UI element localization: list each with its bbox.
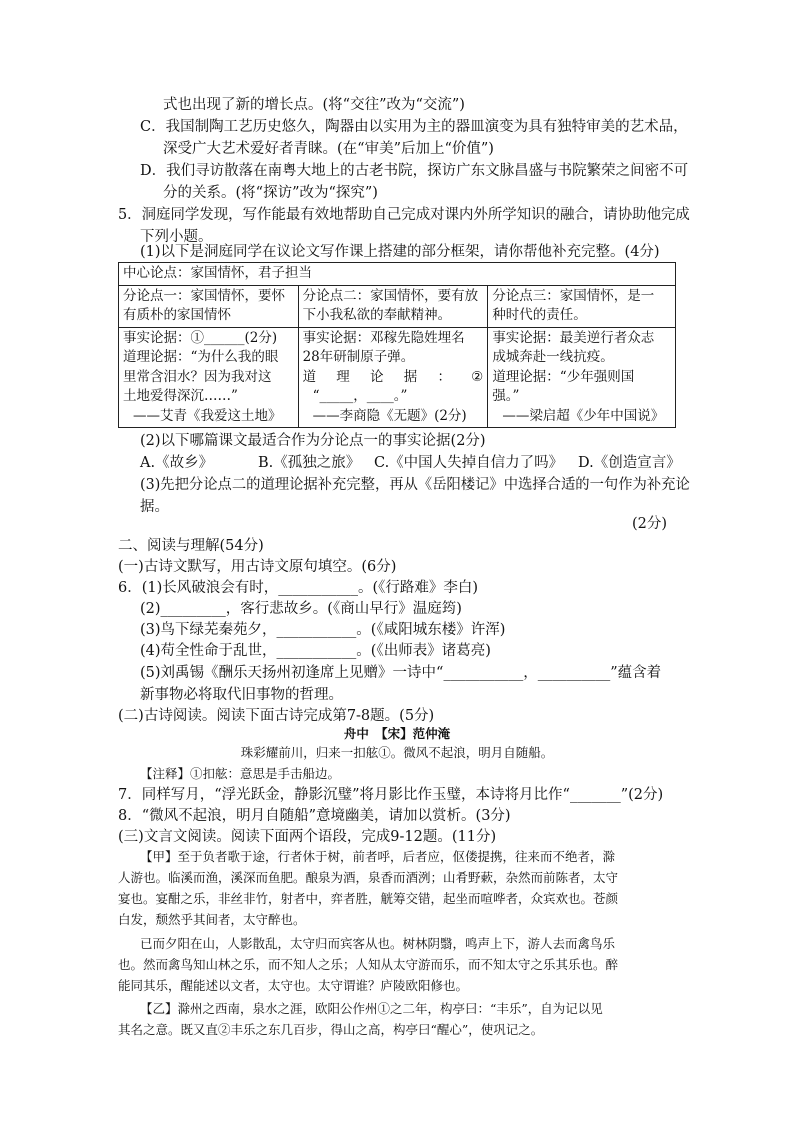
passage-yi-line2: 其名之意。既又直②丰乐之东几百步，得山之高，构亭曰“醒心”，使巩记之。 xyxy=(118,1022,544,1037)
q5-stem-line2: 下列小题。 xyxy=(140,229,213,245)
passage-jia-line1: 【甲】至于负者歌于途，行者休于树，前者呼，后者应，伛偻提携，往来而不绝者，滁 xyxy=(140,849,616,864)
reason-char-4: 据 xyxy=(403,368,418,385)
reason-char-2: 理 xyxy=(336,368,350,385)
q6-item1: 6．(1)长风破浪会有时，___________。(《行路难》李白) xyxy=(118,580,479,596)
q5-part3-score: (2分) xyxy=(632,516,668,532)
q6-item4: (4)苟全性命于乱世，___________。(《出师表》诸葛亮) xyxy=(140,643,491,659)
poem-title: 舟中 【宋】范仲淹 xyxy=(343,726,451,741)
option-d-line2: 分的关系。(将“探访”改为“探究”) xyxy=(163,185,378,201)
q5-stem-line1: 5．洞庭同学发现，写作能最有效地帮助自己完成对课内外所学知识的融合，请协助他完成 xyxy=(118,207,690,223)
q5-part1: (1)以下是洞庭同学在议论文写作课上搭建的部分框架，请你帮他补充完整。(4分) xyxy=(140,244,660,260)
evidence-3-cell xyxy=(488,327,676,428)
evidence-3-reason-line2: 强。” xyxy=(492,388,520,404)
sub-thesis-1-line1: 分论点一：家国情怀，要怀 xyxy=(123,287,285,304)
q6-item5: (5)刘禹锡《酬乐天扬州初逢席上见赠》一诗中“___________，__________”蕴含着 xyxy=(140,665,662,681)
option-c-line1: C．我国制陶工艺历史悠久，陶器由以实用为主的器皿演变为具有独特审美的艺术品， xyxy=(140,119,688,135)
passage-jia-line6: 也。然而禽鸟知山林之乐，而不知人之乐；人知从太守游而乐，而不知太守之乐其乐也。醉 xyxy=(118,957,619,972)
passage-jia-line3: 宴也。宴酣之乐，非丝非竹，射者中，弈者胜，觥筹交错，起坐而喧哗者，众宾欢也。苍颜 xyxy=(118,891,619,906)
evidence-2-reason-label xyxy=(303,368,484,388)
passage-jia-line2: 人游也。临溪而渔，溪深而鱼肥。酿泉为酒，泉香而酒洌；山肴野蔌，杂然而前陈者，太守 xyxy=(118,870,619,885)
evidence-1-cell xyxy=(119,327,299,428)
q6-item2: (2)_________，客行悲故乡。(《商山早行》温庭筠) xyxy=(140,601,462,617)
passage-jia-line7: 能同其乐，醒能述以文者，太守也。太守谓谁？庐陵欧阳修也。 xyxy=(118,978,469,993)
subsection-1-title: (一)古诗文默写，用古诗文原句填空。(6分) xyxy=(118,559,397,575)
evidence-1-reason-line3: 土地爱得深沉……” xyxy=(123,388,238,404)
evidence-1-reason-line2: 里常含泪水？因为我对这 xyxy=(123,368,272,385)
q5-option-c: C.《中国人失掉自信力了吗》 xyxy=(374,455,564,471)
sub-thesis-1-cell xyxy=(119,285,299,327)
evidence-1-fact: 事实论据：①______(2分) xyxy=(123,329,278,346)
evidence-2-fact-line1: 事实论据：邓稼先隐姓埋名 xyxy=(302,329,465,346)
q7: 7．同样写月，“浮光跃金，静影沉璧”将月影比作玉璧，本诗将月比作“_______”(2分) xyxy=(118,787,664,803)
q8: 8．“微风不起浪，明月自随船”意境幽美，请加以赏析。(3分) xyxy=(118,808,511,824)
q5-part2: (2)以下哪篇课文最适合作为分论点一的事实论据(2分) xyxy=(140,433,486,449)
q5-option-a: A.《故乡》 xyxy=(140,455,214,471)
q5-option-b: B.《孤独之旅》 xyxy=(258,455,361,471)
reason-char-3: 论 xyxy=(370,368,384,385)
option-c-line2: 深受广大艺术爱好者青睐。(在“审美”后加上“价值”) xyxy=(163,141,494,157)
q5-part3-line1: (3)先把分论点二的道理论据补充完整，再从《岳阳楼记》中选择合适的一句作为补充论 xyxy=(140,477,690,493)
q6-item5-continuation: 新事物必将取代旧事物的哲理。 xyxy=(140,687,343,703)
sub-thesis-2-line2: 下小我私欲的奉献精神。 xyxy=(302,307,452,323)
sub-thesis-2-line1: 分论点二：家国情怀，要有放 xyxy=(302,287,479,304)
central-thesis: 中心论点：家国情怀，君子担当 xyxy=(123,265,312,281)
poem-annotation: 【注释】①扣舷：意思是手击船边。 xyxy=(140,766,341,781)
evidence-3-fact-line1: 事实论据：最美逆行者众志 xyxy=(492,329,655,346)
passage-yi-line1: 【乙】滁州之西南，泉水之涯，欧阳公作州①之二年，构亭曰：“丰乐”，自为记以见 xyxy=(140,1001,603,1016)
subsection-3-title: (三)文言文阅读。阅读下面两个语段，完成9-12题。(11分) xyxy=(118,829,497,845)
q6-item3: (3)鸟下绿芜秦苑夕，___________。(《咸阳城东楼》许浑) xyxy=(140,622,506,638)
reason-marker: ② xyxy=(471,368,484,385)
sub-thesis-3-line1: 分论点三：家国情怀，是一 xyxy=(492,287,655,304)
reason-char-1: 道 xyxy=(302,368,317,385)
evidence-1-source: ——艾青《我爱这土地》 xyxy=(133,407,282,424)
evidence-2-fact-line2: 28年研制原子弹。 xyxy=(302,349,415,365)
evidence-2-source: ——李商隐《无题》(2分) xyxy=(312,407,467,424)
central-thesis-cell xyxy=(119,263,676,286)
sub-thesis-3-line2: 种时代的责任。 xyxy=(492,307,587,323)
evidence-1-reason-line1: 道理论据：“为什么我的眼 xyxy=(123,349,279,365)
option-d-line1: D．我们寻访散落在南粤大地上的古老书院，探访广东文脉昌盛与书院繁荣之间密不可 xyxy=(140,163,689,179)
sub-thesis-2-cell xyxy=(298,285,488,327)
reason-char-5: ： xyxy=(437,368,451,385)
passage-jia-line5: 已而夕阳在山，人影散乱，太守归而宾客从也。树林阴翳，鸣声上下，游人去而禽鸟乐 xyxy=(140,936,616,951)
passage-jia-line4: 白发，颓然乎其间者，太守醉也。 xyxy=(118,912,306,927)
evidence-2-blank: “_____，____。” xyxy=(312,388,408,404)
q5-part3-line2: 据。 xyxy=(140,499,169,515)
evidence-3-reason-line1: 道理论据：“少年强则国 xyxy=(492,368,635,385)
argument-outline-table xyxy=(118,262,676,428)
sub-thesis-3-cell xyxy=(488,285,676,327)
evidence-2-cell xyxy=(298,327,488,428)
q5-option-d: D.《创造宣言》 xyxy=(578,455,681,471)
subsection-2-title: (二)古诗阅读。阅读下面古诗完成第7-8题。(5分) xyxy=(118,708,435,724)
evidence-3-fact-line2: 成城奔赴一线抗疫。 xyxy=(492,349,614,365)
option-b-continuation: 式也出现了新的增长点。(将“交往”改为“交流”) xyxy=(163,97,465,113)
sub-thesis-1-line2: 有质朴的家国情怀 xyxy=(123,307,231,323)
poem-body: 珠彩耀前川，归来一扣舷①。微风不起浪，明月自随船。 xyxy=(240,745,554,760)
section-2-title: 二、阅读与理解(54分) xyxy=(118,538,264,554)
evidence-3-source: ——梁启超《少年中国说》 xyxy=(502,407,665,424)
